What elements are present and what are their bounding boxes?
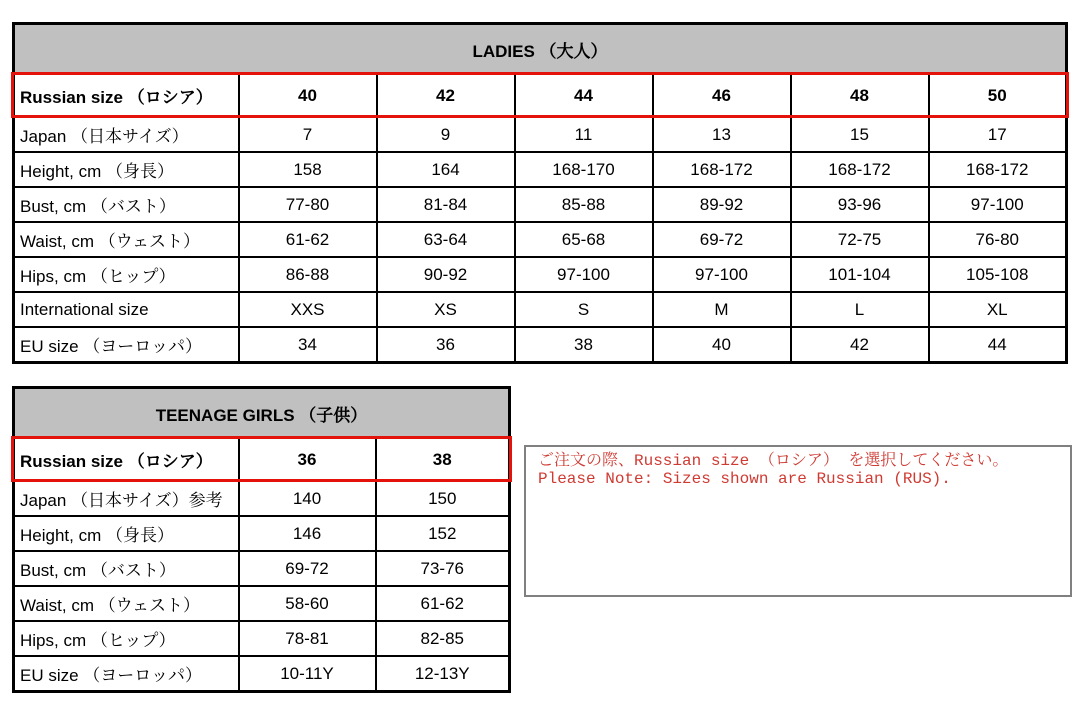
cell-value: XXS <box>239 292 377 327</box>
cell-value: 36 <box>377 327 515 363</box>
teen-table <box>12 386 511 693</box>
cell-value: 85-88 <box>515 187 653 222</box>
table-row-waist <box>14 222 1067 257</box>
cell-value: 168-172 <box>653 152 791 187</box>
table-row-waist <box>14 586 510 621</box>
table-row-japan-size <box>14 117 1067 152</box>
cell-value: 168-172 <box>929 152 1067 187</box>
cell-value: 11 <box>515 117 653 152</box>
row-label: Bust, cm （バスト） <box>14 551 239 586</box>
cell-value: 46 <box>653 74 791 117</box>
cell-value: 44 <box>929 327 1067 363</box>
row-label: Height, cm （身長） <box>14 516 239 551</box>
cell-value: 9 <box>377 117 515 152</box>
cell-value: 38 <box>376 438 510 481</box>
cell-value: 93-96 <box>791 187 929 222</box>
cell-value: 158 <box>239 152 377 187</box>
table-row-height <box>14 516 510 551</box>
cell-value: 90-92 <box>377 257 515 292</box>
cell-value: 97-100 <box>653 257 791 292</box>
cell-value: 42 <box>791 327 929 363</box>
cell-value: 105-108 <box>929 257 1067 292</box>
cell-value: 17 <box>929 117 1067 152</box>
cell-value: 36 <box>239 438 376 481</box>
ladies-table <box>12 22 1068 364</box>
cell-value: 150 <box>376 481 510 516</box>
cell-value: 101-104 <box>791 257 929 292</box>
cell-value: 38 <box>515 327 653 363</box>
row-label: Bust, cm （バスト） <box>14 187 239 222</box>
cell-value: 164 <box>377 152 515 187</box>
cell-value: 168-172 <box>791 152 929 187</box>
teenage-girls-size-table <box>12 386 511 693</box>
cell-value: 40 <box>653 327 791 363</box>
cell-value: 72-75 <box>791 222 929 257</box>
cell-value: 42 <box>377 74 515 117</box>
cell-value: 76-80 <box>929 222 1067 257</box>
cell-value: 152 <box>376 516 510 551</box>
table-row-height <box>14 152 1067 187</box>
table-row-russian-size <box>14 438 510 481</box>
cell-value: 58-60 <box>239 586 376 621</box>
cell-value: S <box>515 292 653 327</box>
cell-value: 73-76 <box>376 551 510 586</box>
cell-value: 146 <box>239 516 376 551</box>
table-row-bust <box>14 551 510 586</box>
cell-value: 34 <box>239 327 377 363</box>
table-row-russian-size <box>14 74 1067 117</box>
cell-value: 61-62 <box>239 222 377 257</box>
row-label: Japan （日本サイズ） <box>14 117 239 152</box>
row-label: Waist, cm （ウェスト） <box>14 586 239 621</box>
row-label: Height, cm （身長） <box>14 152 239 187</box>
cell-value: 140 <box>239 481 376 516</box>
row-label: International size <box>14 292 239 327</box>
cell-value: XS <box>377 292 515 327</box>
cell-value: 69-72 <box>239 551 376 586</box>
cell-value: 65-68 <box>515 222 653 257</box>
cell-value: 77-80 <box>239 187 377 222</box>
note-line-japanese: ご注文の際、Russian size （ロシア） を選択してください。 <box>538 452 1009 470</box>
row-label: Waist, cm （ウェスト） <box>14 222 239 257</box>
order-note-box <box>524 445 1072 597</box>
cell-value: 40 <box>239 74 377 117</box>
cell-value: 50 <box>929 74 1067 117</box>
cell-value: 61-62 <box>376 586 510 621</box>
row-label: Hips, cm （ヒップ） <box>14 621 239 656</box>
cell-value: 10-11Y <box>239 656 376 692</box>
cell-value: 89-92 <box>653 187 791 222</box>
cell-value: 44 <box>515 74 653 117</box>
cell-value: 13 <box>653 117 791 152</box>
cell-value: 86-88 <box>239 257 377 292</box>
cell-value: L <box>791 292 929 327</box>
note-line-english: Please Note: Sizes shown are Russian (RUS). <box>538 470 951 488</box>
row-label: Russian size （ロシア） <box>14 74 239 117</box>
table-row-eu-size <box>14 327 1067 363</box>
cell-value: XL <box>929 292 1067 327</box>
row-label: EU size （ヨーロッパ） <box>14 327 239 363</box>
table-row-hips <box>14 257 1067 292</box>
cell-value: 48 <box>791 74 929 117</box>
cell-value: 7 <box>239 117 377 152</box>
table-row-japan-size <box>14 481 510 516</box>
cell-value: 82-85 <box>376 621 510 656</box>
cell-value: 97-100 <box>929 187 1067 222</box>
cell-value: 15 <box>791 117 929 152</box>
cell-value: 78-81 <box>239 621 376 656</box>
cell-value: 12-13Y <box>376 656 510 692</box>
cell-value: 63-64 <box>377 222 515 257</box>
row-label: Hips, cm （ヒップ） <box>14 257 239 292</box>
cell-value: 97-100 <box>515 257 653 292</box>
table-row-hips <box>14 621 510 656</box>
ladies-table-title: LADIES （大人） <box>14 24 1067 75</box>
cell-value: 81-84 <box>377 187 515 222</box>
cell-value: 168-170 <box>515 152 653 187</box>
row-label: Japan （日本サイズ）参考 <box>14 481 239 516</box>
table-row-eu-size <box>14 656 510 692</box>
teen-table-title: TEENAGE GIRLS （子供） <box>14 388 510 439</box>
row-label: EU size （ヨーロッパ） <box>14 656 239 692</box>
ladies-size-table <box>12 22 1068 364</box>
table-row-bust <box>14 187 1067 222</box>
table-row-international-size <box>14 292 1067 327</box>
cell-value: M <box>653 292 791 327</box>
row-label: Russian size （ロシア） <box>14 438 239 481</box>
cell-value: 69-72 <box>653 222 791 257</box>
